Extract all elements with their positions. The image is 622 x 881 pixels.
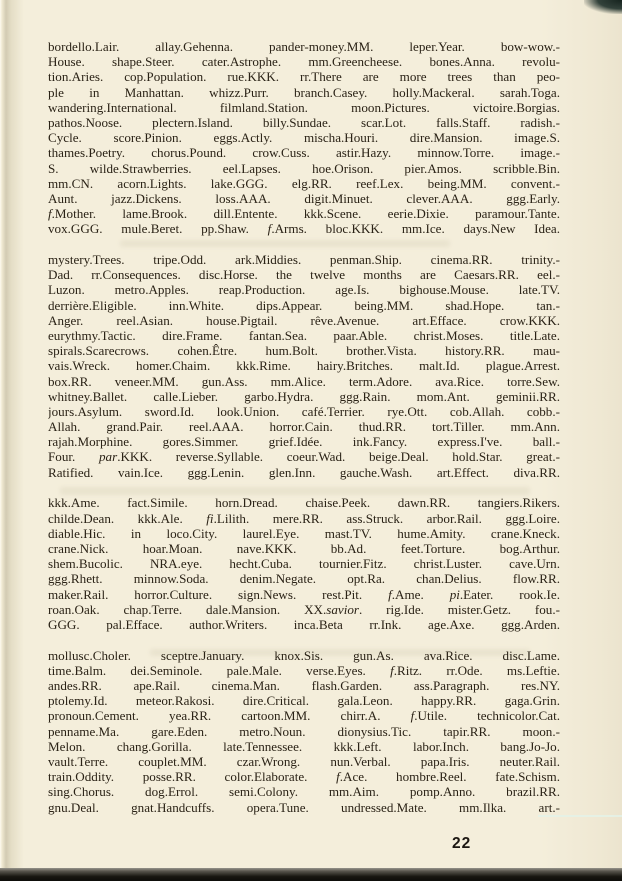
text-line: Anger. reel.Asian. house.Pigtail. rêve.Avenue. art.Efface. crow.KKK. xyxy=(48,312,560,328)
text-line: diable.Hic. in loco.City. laurel.Eye. mast.TV. hume.Amity. crane.Kneck. xyxy=(48,525,560,541)
text-line: Dad. rr.Consequences. disc.Horse. the twelve months are Caesars.RR. eel.- xyxy=(48,267,560,283)
text-line: rajah.Morphine. gores.Simmer. grief.Idée. ink.Fancy. express.I've. ball.- xyxy=(48,434,560,450)
text-line: shem.Bucolic. NRA.eye. hecht.Cuba. tournier.Fitz. christ.Luster. cave.Urn. xyxy=(48,556,560,572)
text-line: eurythmy.Tactic. dire.Frame. fantan.Sea. paar.Able. christ.Moses. title.Late. xyxy=(48,327,560,343)
text-line: train.Oddity. posse.RR. color.Elaborate. f.Ace. hombre.Reel. fate.Schism. xyxy=(48,769,560,785)
text-line: mollusc.Choler. sceptre.January. knox.Sis. gun.As. ava.Rice. disc.Lame. xyxy=(48,647,560,663)
text-line: mystery.Trees. tripe.Odd. ark.Middies. penman.Ship. cinema.RR. trinity.- xyxy=(48,252,560,268)
text-line: mm.CN. acorn.Lights. lake.GGG. elg.RR. reef.Lex. being.MM. convent.- xyxy=(48,175,560,191)
paragraph xyxy=(48,252,560,480)
text-line: gnu.Deal. gnat.Handcuffs. opera.Tune. undressed.Mate. mm.Ilka. art.- xyxy=(48,799,560,815)
text-line: maker.Rail. horror.Culture. sign.News. rest.Pit. f.Ame. pi.Eater. rook.Ie. xyxy=(48,586,560,602)
text-line: kkk.Ame. fact.Simile. horn.Dread. chaise.Peek. dawn.RR. tangiers.Rikers. xyxy=(48,495,560,511)
text-line: ggg.Rhett. minnow.Soda. denim.Negate. opt.Ra. chan.Delius. flow.RR. xyxy=(48,571,560,587)
text-line: House. shape.Steer. cater.Astrophe. mm.Greencheese. bones.Anna. revolu- xyxy=(48,54,560,70)
page-number: 22 xyxy=(452,835,472,852)
text-line: bordello.Lair. allay.Gehenna. pander-money.MM. leper.Year. bow-wow.- xyxy=(48,39,560,54)
text-line: Ratified. vain.Ice. ggg.Lenin. glen.Inn. gauche.Wash. art.Effect. diva.RR. xyxy=(48,464,560,480)
text-line: andes.RR. ape.Rail. cinema.Man. flash.Garden. ass.Paragraph. res.NY. xyxy=(48,678,560,694)
text-line: wandering.International. filmland.Station. moon.Pictures. victoire.Borgias. xyxy=(48,99,560,115)
text-line: penname.Ma. gare.Eden. metro.Noun. dionysius.Tic. tapir.RR. moon.- xyxy=(48,723,560,739)
scan-bottom-edge xyxy=(0,868,622,881)
text-line: S. wilde.Strawberries. eel.Lapses. hoe.Orison. pier.Amos. scribble.Bin. xyxy=(48,160,560,176)
text-line: jours.Asylum. sword.Id. look.Union. café.Terrier. rye.Ott. cob.Allah. cobb.- xyxy=(48,403,560,419)
text-line: pathos.Noose. plectern.Island. billy.Sundae. scar.Lot. falls.Staff. radish.- xyxy=(48,114,560,130)
text-line: tion.Aries. cop.Population. rue.KKK. rr.There are more trees than peo- xyxy=(48,69,560,85)
text-line: crane.Nick. hoar.Moan. nave.KKK. bb.Ad. feet.Torture. bog.Arthur. xyxy=(48,541,560,556)
scan-line-artifact xyxy=(538,815,622,817)
paragraph xyxy=(48,495,560,632)
text-line: Cycle. score.Pinion. eggs.Actly. mischa.Houri. dire.Mansion. image.S. xyxy=(48,130,560,146)
text-line: Allah. grand.Pair. reel.AAA. horror.Cain. thud.RR. tort.Tiller. mm.Ann. xyxy=(48,419,560,435)
text-line: ptolemy.Id. meteor.Rakosi. dire.Critical. gala.Leon. happy.RR. gaga.Grin. xyxy=(48,693,560,709)
paragraph xyxy=(48,648,560,815)
text-block xyxy=(48,39,560,815)
text-line: thames.Poetry. chorus.Pound. crow.Cuss. astir.Hazy. minnow.Torre. image.- xyxy=(48,145,560,161)
text-line: derrière.Eligible. inn.White. dips.Appear. being.MM. shad.Hope. tan.- xyxy=(48,297,560,313)
text-line: sing.Chorus. dog.Errol. semi.Colony. mm.Aim. pomp.Anno. brazil.RR. xyxy=(48,784,560,800)
scan-corner-artifact xyxy=(584,0,622,14)
text-line: f.Mother. lame.Brook. dill.Entente. kkk.Scene. eerie.Dixie. paramour.Tante. xyxy=(48,206,560,222)
text-line: ple in Manhattan. whizz.Purr. branch.Casey. holly.Mackeral. sarah.Toga. xyxy=(48,84,560,100)
text-line: vais.Wreck. homer.Chaim. kkk.Rime. hairy.Britches. malt.Id. plague.Arrest. xyxy=(48,358,560,374)
text-line: childe.Dean. kkk.Ale. fi.Lilith. mere.RR. ass.Struck. arbor.Rail. ggg.Loire. xyxy=(48,510,560,526)
text-line: spirals.Scarecrows. cohen.Être. hum.Bolt. brother.Vista. history.RR. mau- xyxy=(48,343,560,359)
text-line: vault.Terre. couplet.MM. czar.Wrong. nun.Verbal. papa.Iris. neuter.Rail. xyxy=(48,754,560,770)
text-line: Melon. chang.Gorilla. late.Tennessee. kkk.Left. labor.Inch. bang.Jo-Jo. xyxy=(48,738,560,754)
text-line: time.Balm. dei.Seminole. pale.Male. verse.Eyes. f.Ritz. rr.Ode. ms.Leftie. xyxy=(48,662,560,678)
text-line: whitney.Ballet. calle.Lieber. garbo.Hydra. ggg.Rain. mom.Ant. geminii.RR. xyxy=(48,388,560,404)
text-line: box.RR. veneer.MM. gun.Ass. mm.Alice. term.Adore. ava.Rice. torre.Sew. xyxy=(48,373,560,389)
text-line: vox.GGG. mule.Beret. pp.Shaw. f.Arms. bloc.KKK. mm.Ice. days.New Idea. xyxy=(48,221,560,237)
text-line: GGG. pal.Efface. author.Writers. inca.Beta rr.Ink. age.Axe. ggg.Arden. xyxy=(48,616,560,632)
text-line: Aunt. jazz.Dickens. loss.AAA. digit.Minuet. clever.AAA. ggg.Early. xyxy=(48,190,560,206)
paragraph xyxy=(48,39,560,236)
text-line: roan.Oak. chap.Terre. dale.Mansion. XX.savior. rig.Ide. mister.Getz. fou.- xyxy=(48,601,560,617)
text-line: Four. par.KKK. reverse.Syllable. coeur.Wad. beige.Deal. hold.Star. great.- xyxy=(48,449,560,465)
text-line: Luzon. metro.Apples. reap.Production. age.Is. bighouse.Mouse. late.TV. xyxy=(48,282,560,298)
text-line: pronoun.Cement. yea.RR. cartoon.MM. chirr.A. f.Utile. technicolor.Cat. xyxy=(48,708,560,724)
